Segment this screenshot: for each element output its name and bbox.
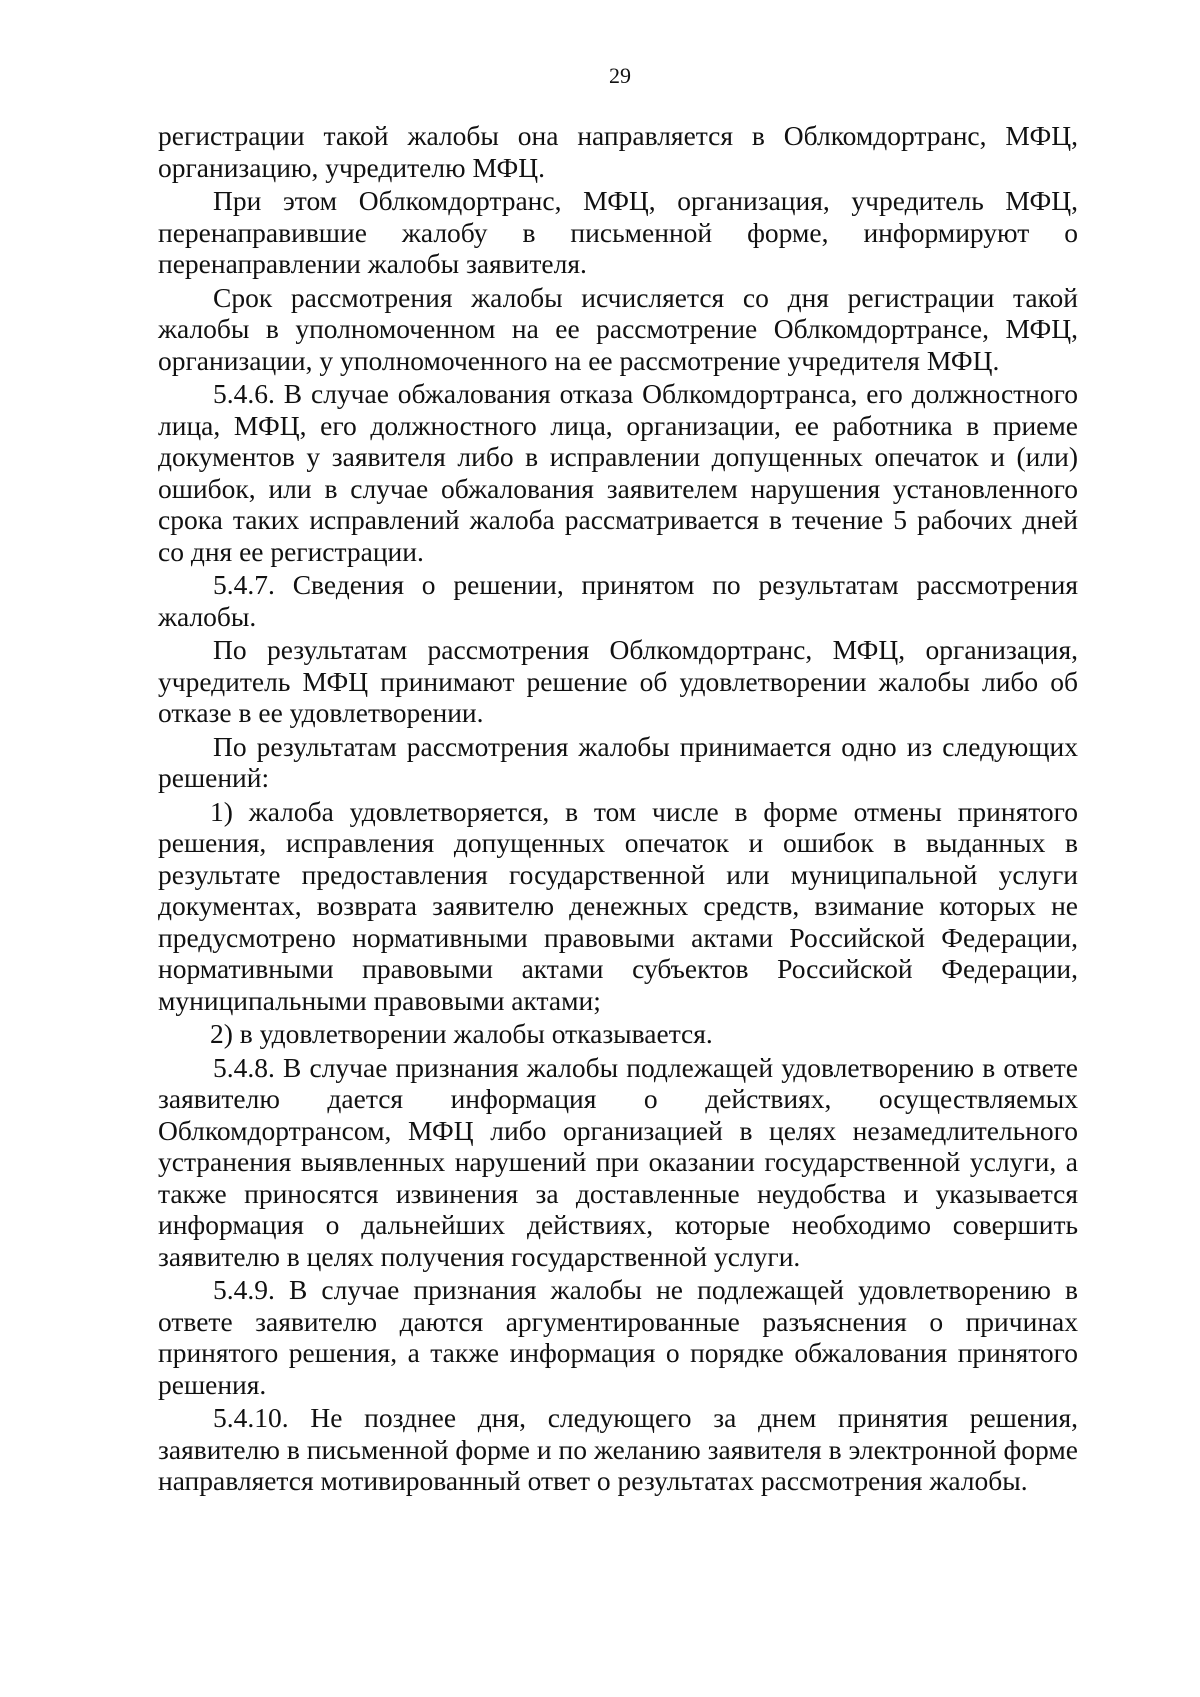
paragraph-decision-makers: По результатам рассмотрения Облкомдортранс, МФЦ, организация, учредитель МФЦ принимают решение об удовлетворении жалобы либо об отказе в ее удовлетворении. [158,634,1078,728]
list-item-refused: 2) в удовлетворении жалобы отказывается. [210,1018,713,1049]
paragraph-5-4-8: 5.4.8. В случае признания жалобы подлежащей удовлетворению в ответе заявителю дается информация о действиях, осуществляемых Облкомдортрансом, МФЦ либо организацией в целях незамедлительного устранения выявленных нарушений при оказании государственной услуги, а также приносятся извинения за доставленные неудобства и указывается информация о дальнейших действиях, которые необходимо совершить заявителю в целях получения государственной услуги. [158,1051,1078,1272]
paragraph-5-4-9: 5.4.9. В случае признания жалобы не подлежащей удовлетворению в ответе заявителю даются аргументированные разъяснения о причинах принятого решения, а также информация о порядке обжалования принятого решения. [158,1274,1078,1400]
paragraph-5-4-7: 5.4.7. Сведения о решении, принятом по результатам рассмотрения жалобы. [158,569,1078,632]
paragraph-decision-options: По результатам рассмотрения жалобы принимается одно из следующих решений: [158,730,1078,793]
paragraph-continuation: регистрации такой жалобы она направляется в Облкомдортранс, МФЦ, организацию, учредителю МФЦ. [158,120,1078,183]
document-body [158,120,1078,1499]
paragraph-redirect-info: При этом Облкомдортранс, МФЦ, организация, учредитель МФЦ, перенаправившие жалобу в письменной форме, информируют о перенаправлении жалобы заявителя. [158,185,1078,279]
paragraph-5-4-6: 5.4.6. В случае обжалования отказа Облкомдортранса, его должностного лица, МФЦ, его должностного лица, организации, ее работника в приеме документов у заявителя либо в исправлении допущенных опечаток и (или) ошибок, или в случае обжалования заявителем нарушения установленного срока таких исправлений жалоба рассматривается в течение 5 рабочих дней со дня ее регистрации. [158,378,1078,567]
paragraph-5-4-10: 5.4.10. Не позднее дня, следующего за днем принятия решения, заявителю в письменной форме и по желанию заявителя в электронной форме направляется мотивированный ответ о результатах рассмотрения жалобы. [158,1402,1078,1496]
list-item-satisfied: 1) жалоба удовлетворяется, в том числе в форме отмены принятого решения, исправления допущенных опечаток и ошибок в выданных в результате предоставления государственной или муниципальной услуги документах, возврата заявителю денежных средств, взимание которых не предусмотрено нормативными правовыми актами Российской Федерации, нормативными правовыми актами субъектов Российской Федерации, муниципальными правовыми актами; [158,795,1078,1016]
page-number: 29 [609,63,631,88]
paragraph-review-term: Срок рассмотрения жалобы исчисляется со дня регистрации такой жалобы в уполномоченном на ее рассмотрение Облкомдортрансе, МФЦ, организации, у уполномоченного на ее рассмотрение учредителя МФЦ. [158,281,1078,376]
